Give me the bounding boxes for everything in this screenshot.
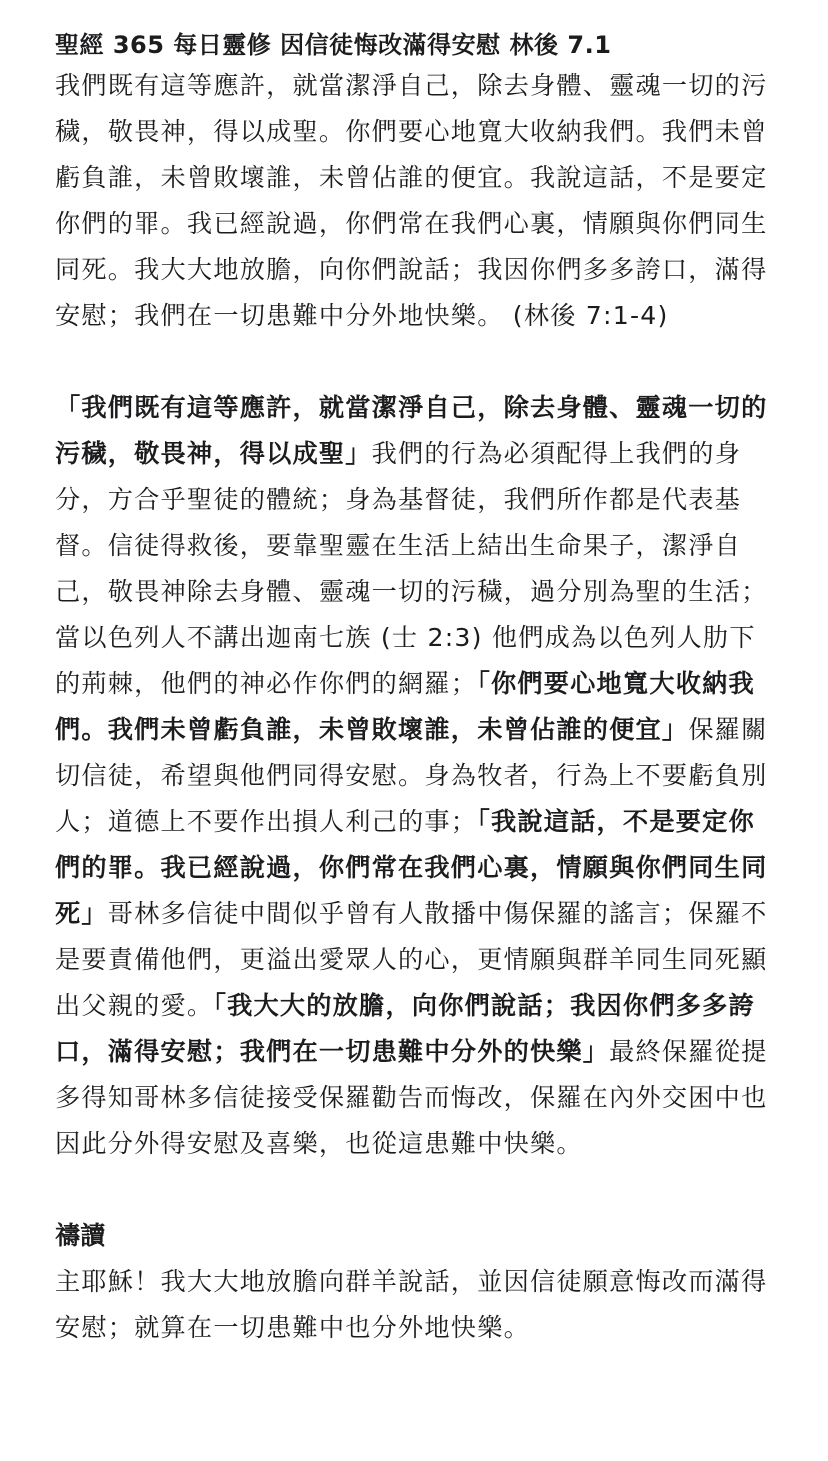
prayer-text: 主耶穌！我大大地放膽向群羊說話，並因信徒願意悔改而滿得安慰；就算在一切患難中也分外地快樂。 <box>55 1267 768 1342</box>
page-title: 聖經 365 每日靈修 因信徒悔改滿得安慰 林後 7.1 <box>55 31 612 59</box>
commentary-text-1: 我們的行為必須配得上我們的身分，方合乎聖徒的體統；身為基督徒，我們所作都是代表基督。信徒得救後，要靠聖靈在生活上結出生命果子，潔淨自己，敬畏神除去身體、靈魂一切的污穢，過分別為聖的生活；當以色列人不講出迦南七族 (士 2:3) 他們成為以色列人肋下的荊棘，他們的神必作你們的網羅； <box>55 439 768 698</box>
scripture-text: 我們既有這等應許，就當潔淨自己，除去身體、靈魂一切的污穢，敬畏神，得以成聖。你們要心地寬大收納我們。我們未曾虧負誰，未曾敗壞誰，未曾佔誰的便宜。我說這話，不是要定你們的罪。我已經說過，你們常在我們心裏，情願與你們同生同死。我大大地放膽，向你們說話；我因你們多多誇口，滿得安慰；我們在一切患難中分外地快樂。 <box>55 71 768 330</box>
devotional-page <box>55 30 771 1351</box>
commentary-paragraph <box>55 385 771 1167</box>
commentary-quote-4: 「我大大的放膽，向你們說話；我因你們多多誇口，滿得安慰；我們在一切患難中分外的快樂」 <box>55 991 755 1066</box>
scripture-passage <box>55 63 771 339</box>
scripture-reference: (林後 7:1-4) <box>503 301 669 330</box>
commentary-quote-2: 「你們要心地寬大收納我們。我們未曾虧負誰，未曾敗壞誰，未曾佔誰的便宜」 <box>55 669 755 744</box>
commentary-quote-3: 「我說這話，不是要定你們的罪。我已經說過，你們常在我們心裏，情願與你們同生同死」 <box>55 807 768 928</box>
commentary-text-2: 保羅關切信徒，希望與他們同得安慰。身為牧者，行為上不要虧負別人；道德上不要作出損人利己的事； <box>55 715 768 836</box>
commentary-text-3: 哥林多信徒中間似乎曾有人散播中傷保羅的謠言；保羅不是要責備他們，更溢出愛眾人的心，更情願與群羊同生同死顯出父親的愛。 <box>55 899 768 1020</box>
commentary-text-4: 最終保羅從提多得知哥林多信徒接受保羅勸告而悔改，保羅在內外交困中也因此分外得安慰及喜樂，也從這患難中快樂。 <box>55 1037 768 1158</box>
commentary-quote-1: 「我們既有這等應許，就當潔淨自己，除去身體、靈魂一切的污穢，敬畏神，得以成聖」 <box>55 393 768 468</box>
paragraph-spacer <box>55 339 771 385</box>
paragraph-spacer <box>55 1167 771 1213</box>
prayer-heading: 禱讀 <box>55 1221 106 1250</box>
